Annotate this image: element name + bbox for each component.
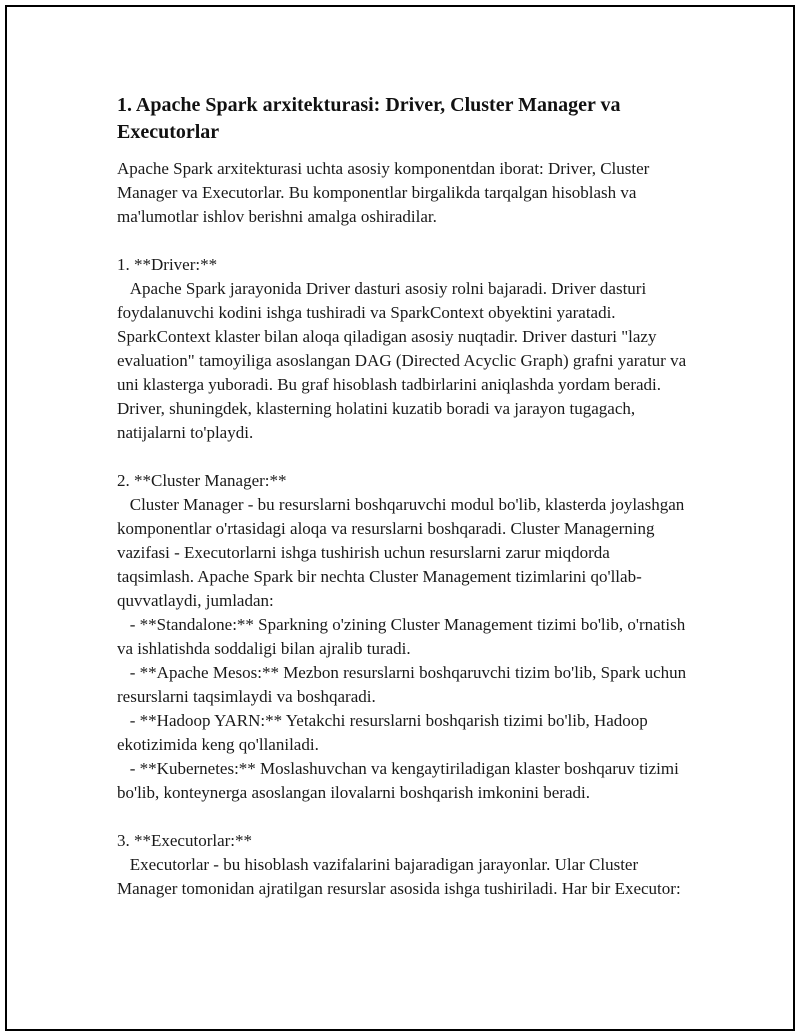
- section-executors: [117, 829, 689, 901]
- document-title: 1. Apache Spark arxitekturasi: Driver, Cluster Manager va Executorlar: [117, 94, 621, 143]
- section-driver: [117, 253, 689, 445]
- list-item-apache-mesos: - **Apache Mesos:** Mezbon resurslarni boshqaruvchi tizim bo'lib, Spark uchun resurslarni taqsimlaydi va boshqaradi.: [117, 663, 691, 706]
- list-item-hadoop-yarn: - **Hadoop YARN:** Yetakchi resurslarni boshqarish tizimi bo'lib, Hadoop ekotizimida keng qo'llaniladi.: [117, 711, 653, 754]
- list-item-kubernetes: - **Kubernetes:** Moslashuvchan va kengaytiriladigan klaster boshqaruv tizimi bo'lib, konteynerga asoslangan ilovalarni boshqarish imkonini beradi.: [117, 759, 684, 802]
- section-cluster-manager: [117, 469, 689, 805]
- spacer: [117, 445, 689, 469]
- intro-paragraph: Apache Spark arxitekturasi uchta asosiy komponentdan iborat: Driver, Cluster Manager va Executorlar. Bu komponentlar birgalikda tarqalgan hisoblash va ma'lumotlar ishlov berishni amalga oshiradilar.: [117, 159, 654, 226]
- section-heading: 1. **Driver:**: [117, 255, 218, 274]
- section-heading: 3. **Executorlar:**: [117, 831, 253, 850]
- list-item-standalone: - **Standalone:** Sparkning o'zining Cluster Management tizimi bo'lib, o'rnatish va ishlatishda soddaligi bilan ajralib turadi.: [117, 615, 690, 658]
- section-body: Executorlar - bu hisoblash vazifalarini bajaradigan jarayonlar. Ular Cluster Manager tomonidan ajratilgan resurslar asosida ishga tushiriladi. Har bir Executor:: [117, 855, 681, 898]
- section-body: Cluster Manager - bu resurslarni boshqaruvchi modul bo'lib, klasterda joylashgan komponentlar o'rtasidagi aloqa va resurslarni boshqaradi. Cluster Managerning vazifasi - Executorlarni ishga tushirish uchun resurslarni zarur miqdorda taqsimlash. Apache Spark bir nechta Cluster Management tizimlarini qo'llab-quvvatlaydi, jumladan:: [117, 495, 689, 610]
- document-content: [117, 92, 689, 901]
- section-body: Apache Spark jarayonida Driver dasturi asosiy rolni bajaradi. Driver dasturi foydalanuvchi kodini ishga tushiradi va SparkContext obyektini yaratadi. SparkContext klaster bilan aloqa qiladigan asosiy nuqtadir. Driver dasturi "lazy evaluation" tamoyiliga asoslangan DAG (Directed Acyclic Graph) grafni yaratur va uni klasterga yuboradi. Bu graf hisoblash tadbirlarini aniqlashda yordam beradi. Driver, shuningdek, klasterning holatini kuzatib boradi va jarayon tugagach, natijalarni to'playdi.: [117, 279, 691, 442]
- spacer: [117, 805, 689, 829]
- spacer: [117, 229, 689, 253]
- section-heading: 2. **Cluster Manager:**: [117, 471, 287, 490]
